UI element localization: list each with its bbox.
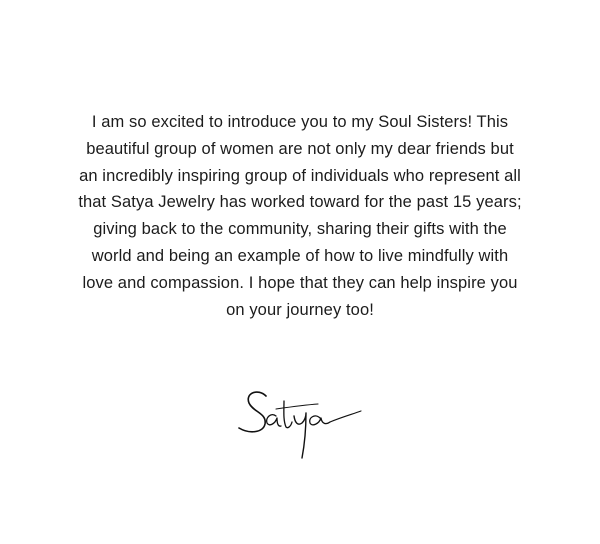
satya-signature <box>234 376 374 466</box>
message-line-4: that Satya Jewelry has worked toward for the past 15 years; <box>78 193 522 212</box>
letter-message <box>30 109 570 323</box>
message-line-1: I am so excited to introduce you to my Soul Sisters! This <box>91 113 509 131</box>
message-line-3: an incredibly inspiring group of individuals who represent all <box>79 166 521 185</box>
message-line-8: on your journey too! <box>226 300 374 319</box>
message-line-5: giving back to the community, sharing their gifts with the <box>93 220 507 239</box>
message-line-7: love and compassion. I hope that they can help inspire you <box>82 273 518 292</box>
message-line-6: world and being an example of how to live mindfully with <box>91 246 509 265</box>
message-line-2: beautiful group of women are not only my dear friends but <box>86 139 514 158</box>
